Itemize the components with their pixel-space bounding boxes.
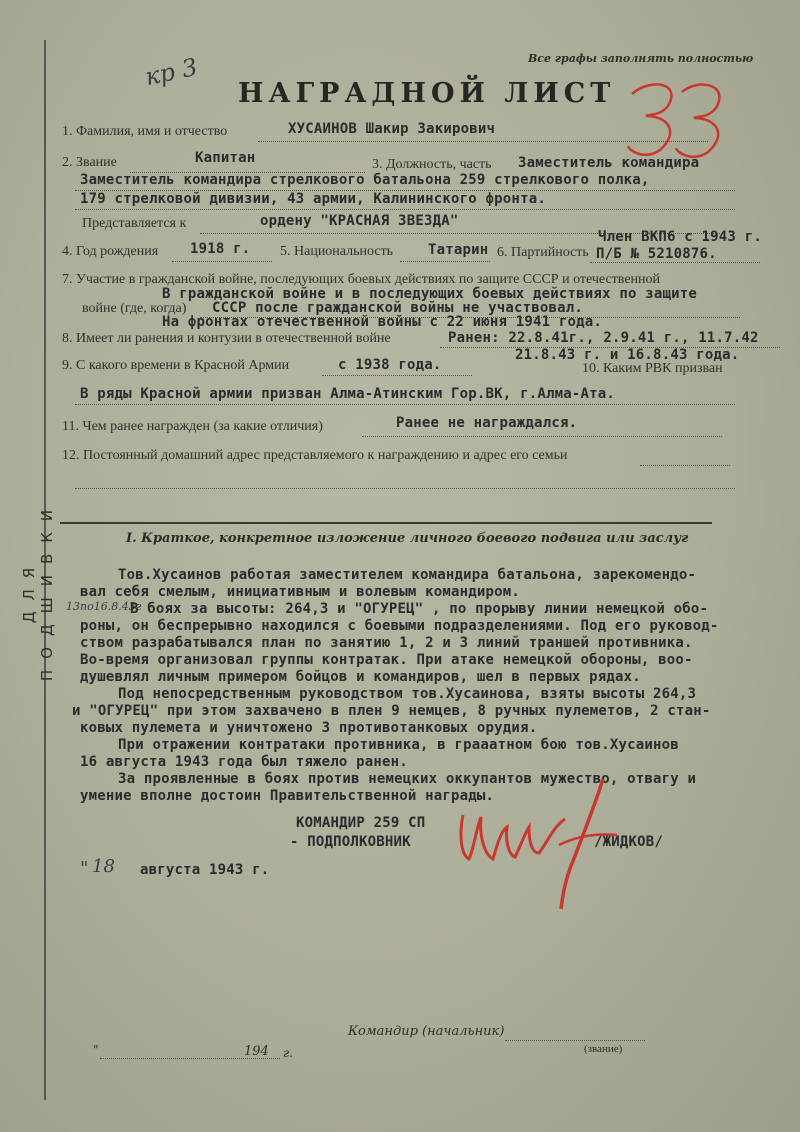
- field-value-prior-awards: Ранее не награждался.: [396, 415, 578, 431]
- footer-year: 194: [244, 1044, 269, 1059]
- wounds-line-1: Ранен: 22.8.41г., 2.9.41 г., 11.7.42: [448, 330, 759, 346]
- field-label-nationality: 5. Национальность: [280, 244, 394, 259]
- field-value-birth-year: 1918 г.: [190, 241, 251, 257]
- field-label-position: 3. Должность, часть: [372, 157, 492, 172]
- field-label-name: 1. Фамилия, имя и отчество: [62, 124, 228, 139]
- footer-commander-label: Командир (начальник): [348, 1024, 505, 1039]
- position-line-2: 179 стрелковой дивизии, 43 армии, Калининского фронта.: [80, 191, 546, 207]
- field-label-civil-war: 7. Участие в гражданской войне, последующих боевых действиях по защите СССР и отечественной: [62, 272, 661, 287]
- field-value-rank: Капитан: [195, 150, 256, 166]
- narrative-line-3: В боях за высоты: 264,3 и "ОГУРЕЦ" , по прорыву линии немецкой обо-: [130, 601, 709, 617]
- field-label-nominated: Представляется к: [82, 216, 187, 231]
- field-label-drafted: 10. Каким РВК призван: [582, 361, 723, 376]
- footer-rank-label: (звание): [584, 1043, 623, 1055]
- field-value-party: Член ВКП6 с 1943 г.: [598, 229, 762, 245]
- narrative-line-4: роны, он беспрерывно находился с боевыми подразделениями. Под его руковод-: [80, 618, 719, 634]
- narrative-line-9: и "ОГУРЕЦ" при этом захвачено в плен 9 немцев, 8 ручных пулеметов, 2 стан-: [72, 703, 711, 719]
- narrative-line-10: ковых пулемета и уничтожено 3 противотанковых орудия.: [80, 720, 538, 736]
- field-value-position: Заместитель командира: [518, 155, 700, 171]
- field-label-since: 9. С какого времени в Красной Армии: [62, 358, 290, 373]
- field-label-rank: 2. Звание: [62, 155, 117, 170]
- signature-name: /ЖИДКОВ/: [594, 834, 664, 850]
- narrative-line-13: За проявленные в боях против немецких оккупантов мужество, отвагу и: [118, 771, 697, 787]
- civil-war-line-3: На фронтах отечественной войны с 22 июня 1941 года.: [162, 314, 603, 330]
- field-value-party-card: П/Б № 5210876.: [596, 246, 717, 262]
- narrative-line-12: 16 августа 1943 года был тяжело ранен.: [80, 754, 408, 770]
- field-value-drafted: В ряды Красной армии призван Алма-Атинским Гор.ВК, г.Алма-Ата.: [80, 386, 615, 402]
- margin-handwritten-note: кр 3: [142, 52, 200, 92]
- narrative-line-1: Тов.Хусаинов работая заместителем командира батальона, зарекомендо-: [118, 567, 697, 583]
- signature-date-day: 18: [92, 856, 115, 877]
- narrative-line-6: Во-время организовал группы контратак. При атаке немецкой обороны, воо-: [80, 652, 693, 668]
- red-pencil-number-icon: [620, 72, 740, 162]
- position-line-1: Заместитель командира стрелкового батальона 259 стрелкового полка,: [80, 172, 650, 188]
- field-label-birth-year: 4. Год рождения: [62, 244, 159, 259]
- field-value-nationality: Татарин: [428, 242, 489, 258]
- red-signature-icon: [455, 775, 625, 915]
- field-label-civil-war-2: войне (где, когда): [82, 301, 187, 316]
- field-value-since: с 1938 года.: [338, 357, 442, 373]
- narrative-line-5: ством разрабатывался план по занятию 1, 2 и 3 линий траншей противника.: [80, 635, 693, 651]
- field-value-nominated: ордену "КРАСНАЯ ЗВЕЗДА": [260, 213, 459, 229]
- field-label-prior-awards: 11. Чем ранее награжден (за какие отличия): [62, 419, 323, 434]
- section-heading: I. Краткое, конкретное изложение личного боевого подвига или заслуг: [126, 531, 689, 546]
- signature-date-quote: ": [80, 858, 89, 879]
- footer-quote: ": [93, 1043, 99, 1057]
- narrative-line-11: При отражении контратаки противника, в грааатном бою тов.Хусаинов: [118, 737, 679, 753]
- section-divider: [60, 522, 712, 524]
- signature-date: августа 1943 г.: [140, 862, 270, 878]
- field-label-address: 12. Постоянный домашний адрес представляемого к награждению и адрес его семьи: [62, 448, 568, 463]
- narrative-line-7: душевлял личным примером бойцов и командиров, шел в первых рядах.: [80, 669, 641, 685]
- narrative-line-2: вал себя смелым, инициативным и волевым командиром.: [80, 584, 521, 600]
- civil-war-line-2: СССР после гражданской войны не участвовал.: [212, 300, 584, 316]
- document-title: НАГРАДНОЙ ЛИСТ: [238, 78, 616, 109]
- civil-war-line-1: В гражданской войне и в последующих боевых действиях по защите: [162, 286, 697, 302]
- signature-rank: - ПОДПОЛКОВНИК: [290, 834, 411, 850]
- field-label-party: 6. Партийность: [497, 245, 589, 260]
- narrative-line-8: Под непосредственным руководством тов.Хусаинова, взяты высоты 264,3: [118, 686, 697, 702]
- field-label-wounds: 8. Имеет ли ранения и контузии в отечественной войне: [62, 331, 391, 346]
- field-value-name: ХУСАИНОВ Шакир Закирович: [288, 121, 496, 137]
- binding-margin-label: ДЛЯ ПОДШИВКИ: [20, 498, 56, 682]
- fill-instruction: Все графы заполнять полностью: [528, 52, 754, 65]
- signature-title: КОМАНДИР 259 СП: [296, 815, 426, 831]
- handwritten-date-note: 13по16.8.43г: [66, 600, 142, 613]
- footer-year-suffix: г.: [283, 1046, 293, 1060]
- wounds-line-2: 21.8.43 г. и 16.8.43 года.: [515, 347, 740, 363]
- narrative-line-14: умение вполне достоин Правительственной награды.: [80, 788, 495, 804]
